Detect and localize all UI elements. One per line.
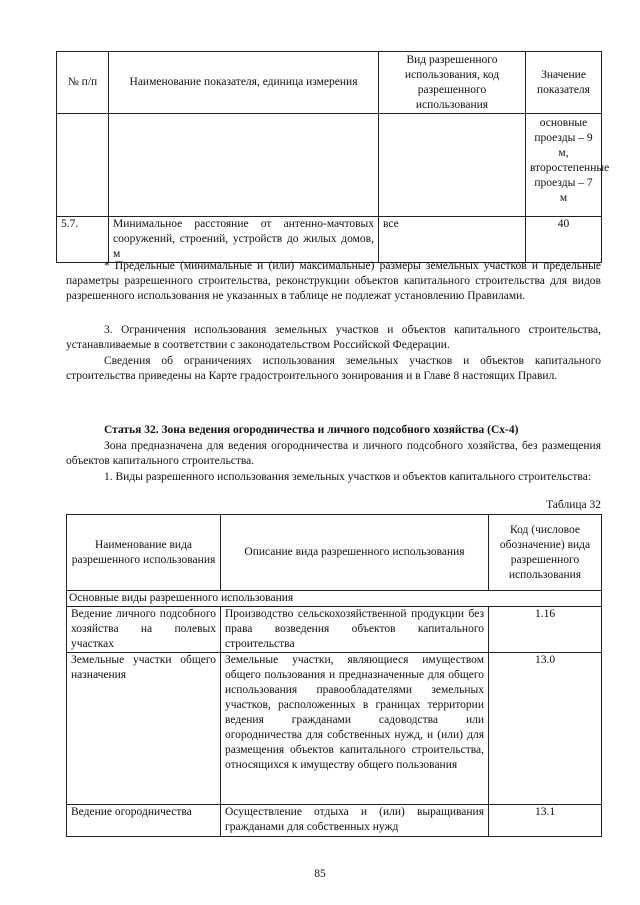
header-use-code: Код (числовое обозначение) вида разрешенного использования: [489, 515, 602, 591]
table-cell-description: Производство сельскохозяйственной продукции без права возведения объектов капитального строительства: [221, 607, 489, 653]
table-header-row: [57, 52, 602, 114]
indicators-table: [56, 51, 610, 263]
header-indicator-name: Наименование показателя, единица измерения: [109, 52, 379, 114]
header-number: № п/п: [57, 52, 109, 114]
article-title: Статья 32. Зона ведения огородничества и личного подсобного хозяйства (Сх-4): [104, 424, 519, 436]
article-item-1: 1. Виды разрешенного использования земельных участков и объектов капитального строительства:: [104, 471, 592, 483]
table-cell-value: 40: [526, 217, 602, 263]
page-number: 85: [314, 868, 326, 880]
section-label: Основные виды разрешенного использования: [67, 591, 602, 607]
table-row: [67, 805, 602, 837]
header-use-name: Наименование вида разрешенного использования: [67, 515, 221, 591]
permitted-use-table: [66, 514, 602, 837]
table-row: [67, 653, 602, 805]
table-cell-type: все: [379, 217, 526, 263]
table-cell-code: 13.1: [489, 805, 602, 837]
article-intro: Зона предназначена для ведения огородничества и личного подсобного хозяйства, без размещения объектов капитального строительства.: [66, 440, 601, 467]
table-cell-value: основные проезды – 9 м, второстепенные проезды – 7 м: [526, 114, 602, 217]
table-cell-name: Ведение огородничества: [67, 805, 221, 837]
table-row: [57, 217, 602, 263]
table-cell-description: Осуществление отдыха и (или) выращивания гражданами для собственных нужд: [221, 805, 489, 837]
table-cell-code: 1.16: [489, 607, 602, 653]
table-header-row: [67, 515, 602, 591]
footnote: * Предельные (минимальные и (или) максимальные) размеры земельных участков и предельные параметры разрешенного строительства, реконструкции объектов капитального строительства для видов разрешенного использования не указанных в таблице не подлежат установлению Правилами.: [66, 260, 601, 302]
header-value: Значение показателя: [526, 52, 602, 114]
table-row: [67, 607, 602, 653]
table-section-row: [67, 591, 602, 607]
table-cell-number: 5.7.: [57, 217, 109, 263]
header-use-description: Описание вида разрешенного использования: [221, 515, 489, 591]
table-caption: Таблица 32: [546, 499, 601, 511]
table-cell-description: Земельные участки, являющиеся имуществом общего пользования и предназначенные для общего использования правообладателями земельных участков, расположенных в границах территории ведения гражданами садоводства или огородничества для собственных нужд, и (или) для размещения объектов капитального строительства, относящихся к имуществу общего пользования: [221, 653, 489, 805]
table-row: [57, 114, 602, 217]
header-use-type: Вид разрешенного использования, код разрешенного использования: [379, 52, 526, 114]
table-cell-code: 13.0: [489, 653, 602, 805]
paragraph-restrictions-info: Сведения об ограничениях использования земельных участков и объектов капитального строительства приведены на Карте градостроительного зонирования и в Главе 8 настоящих Правил.: [66, 355, 601, 382]
table-cell-name: Земельные участки общего назначения: [67, 653, 221, 805]
table-cell-name: Минимальное расстояние от антенно-мачтовых сооружений, строений, устройств до жилых домов, м: [109, 217, 379, 263]
table-cell-name: Ведение личного подсобного хозяйства на полевых участках: [67, 607, 221, 653]
paragraph-restrictions: 3. Ограничения использования земельных участков и объектов капитального строительства, устанавливаемые в соответствии с законодательством Российской Федерации.: [66, 324, 601, 351]
